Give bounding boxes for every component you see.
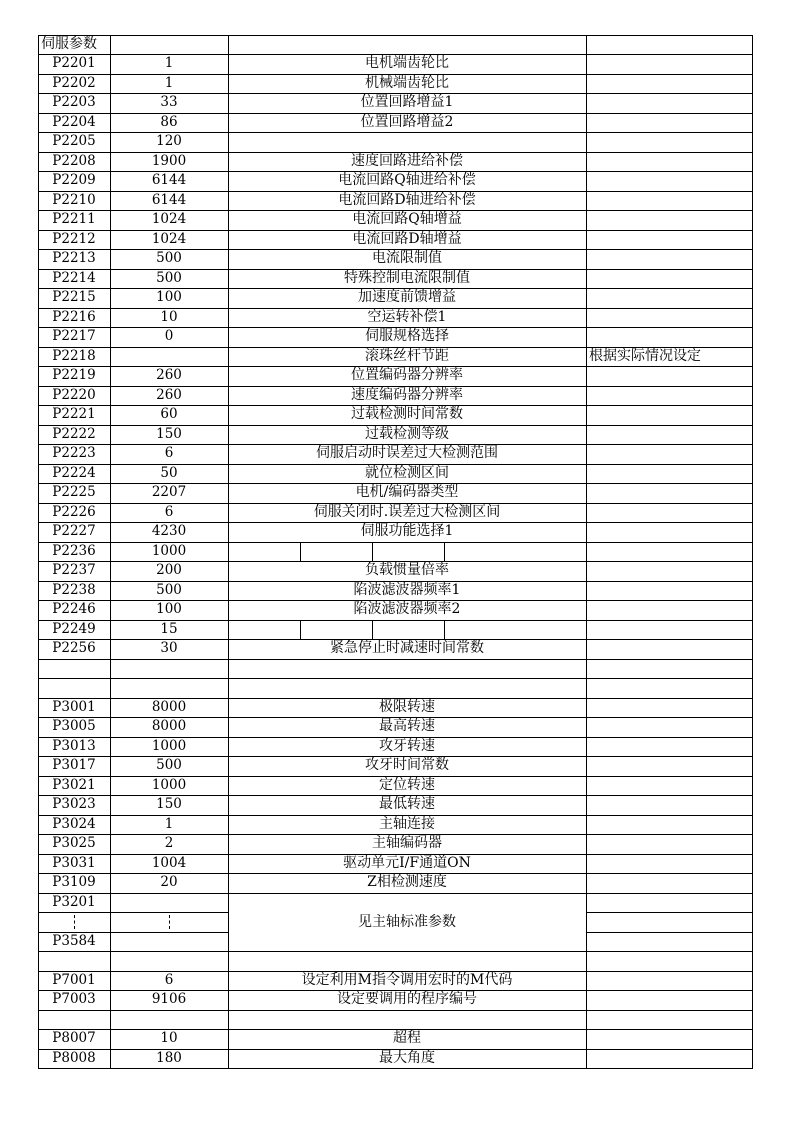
param-name (228, 1010, 586, 1030)
param-value: 10 (160, 308, 178, 325)
param-code: P2209 (52, 172, 96, 188)
param-value: 1000 (151, 542, 187, 559)
param-name: 紧急停止时减速时间常数 (330, 640, 484, 656)
param-name: 电流限制值 (372, 250, 442, 266)
param-name: 驱动单元I/F通道ON (343, 854, 471, 871)
param-code: P2256 (52, 640, 96, 656)
param-code: P2226 (52, 503, 96, 520)
param-value: 500 (156, 757, 182, 773)
param-name: 电机端齿轮比 (365, 55, 449, 71)
param-value: 8000 (151, 718, 187, 734)
param-name: 位置编码器分辨率 (351, 367, 463, 383)
param-name: 伺服功能选择1 (360, 523, 454, 539)
ellipsis-dash (169, 915, 170, 929)
grid-vline (110, 35, 111, 1069)
param-name: 定位转速 (379, 776, 435, 793)
param-value: 120 (156, 133, 182, 149)
param-value: 6 (164, 971, 174, 988)
param-name: 设定利用M指令调用宏时的M代码 (301, 971, 513, 988)
param-value: 8000 (151, 698, 187, 715)
param-code: P2220 (52, 386, 96, 403)
param-name (228, 132, 586, 152)
param-name: 设定要调用的程序编号 (337, 991, 477, 1007)
param-code: P2210 (52, 191, 96, 208)
param-value: 150 (156, 796, 182, 812)
param-code (38, 678, 110, 698)
param-value: 1900 (151, 152, 187, 169)
param-code: P2201 (52, 55, 96, 71)
param-code: P2222 (52, 425, 96, 442)
param-value: 2207 (151, 484, 187, 500)
param-code: P2223 (52, 445, 96, 461)
param-code: P2246 (52, 601, 96, 617)
param-code: P2219 (52, 367, 96, 383)
param-code: P2217 (52, 328, 96, 344)
param-value: 1000 (151, 737, 187, 754)
param-value: 100 (156, 289, 182, 305)
param-value: 1 (164, 74, 174, 91)
param-value: 10 (160, 1030, 178, 1046)
param-code: P2225 (52, 484, 96, 500)
param-name: 过载检测时间常数 (351, 406, 463, 422)
param-code: P3023 (52, 796, 96, 812)
param-name: 空运转补偿1 (367, 308, 447, 325)
param-code: P2218 (52, 347, 96, 364)
merged-spindle-note: 见主轴标准参数 (358, 913, 456, 930)
param-code: P2205 (52, 133, 96, 149)
param-value: 60 (160, 406, 178, 422)
parameter-sheet (38, 35, 752, 1069)
grid-vline (38, 35, 39, 1069)
param-value: 6144 (151, 172, 187, 188)
grid-vline (300, 620, 301, 641)
param-value: 200 (156, 562, 182, 578)
param-code: P2214 (52, 269, 96, 286)
param-code: P2213 (52, 250, 96, 266)
grid-vline (228, 35, 229, 1069)
param-value: 150 (156, 425, 182, 442)
grid-hline (38, 35, 753, 36)
param-value: 260 (156, 386, 182, 403)
param-value: 500 (156, 250, 182, 266)
grid-vline (372, 542, 373, 563)
param-name: 速度回路进给补偿 (351, 152, 463, 169)
param-value: 500 (156, 581, 182, 598)
param-value: 33 (160, 94, 178, 110)
param-code: P3201 (52, 893, 96, 910)
param-value: 1000 (151, 776, 187, 793)
param-name: 陷波滤波器频率2 (353, 601, 461, 617)
param-value: 1 (164, 815, 174, 832)
param-value (110, 951, 228, 971)
param-name (228, 542, 586, 562)
param-value: 6 (164, 445, 174, 461)
param-code (38, 1010, 110, 1030)
grid-vline (752, 35, 753, 1069)
param-code: P2203 (52, 94, 96, 110)
param-code: P3025 (52, 835, 96, 851)
param-name (228, 951, 586, 971)
param-code: P2212 (52, 230, 96, 247)
param-name: 电机/编码器类型 (355, 484, 459, 500)
param-name: 超程 (393, 1030, 421, 1046)
param-name: 电流回路Q轴增益 (352, 211, 462, 227)
param-name (228, 659, 586, 679)
param-name: 电流回路D轴增益 (352, 230, 462, 247)
param-name: 攻牙时间常数 (365, 757, 449, 773)
param-note: 根据实际情况设定 (589, 347, 701, 364)
param-value (110, 932, 228, 952)
param-value (110, 1010, 228, 1030)
param-name: 加速度前馈增益 (358, 289, 456, 305)
param-code: P2224 (52, 464, 96, 481)
param-value: 500 (156, 269, 182, 286)
ellipsis-dash (74, 915, 75, 929)
param-value (110, 659, 228, 679)
grid-hline (586, 932, 753, 933)
param-name: 特殊控制电流限制值 (344, 269, 470, 286)
grid-vline (444, 542, 445, 563)
param-code: P3017 (52, 757, 96, 773)
param-value: 1004 (151, 854, 187, 871)
param-value (110, 347, 228, 367)
param-value: 180 (156, 1049, 182, 1066)
param-name: 最低转速 (379, 796, 435, 812)
param-code: P2227 (52, 523, 96, 539)
param-value: 6144 (151, 191, 187, 208)
grid-hline (38, 1068, 753, 1069)
param-code: P2211 (52, 211, 96, 227)
param-value: 86 (160, 113, 178, 130)
param-name: 主轴编码器 (372, 835, 442, 851)
header-label: 伺服参数 (41, 36, 97, 52)
param-name: 陷波滤波器频率1 (353, 581, 461, 598)
param-code: P2238 (52, 581, 96, 598)
param-code: P3005 (52, 718, 96, 734)
param-value: 0 (164, 328, 174, 344)
param-code: P2204 (52, 113, 96, 130)
param-code (38, 951, 110, 971)
param-code: P8007 (52, 1030, 96, 1046)
param-value: 20 (160, 874, 178, 890)
param-name: 伺服规格选择 (365, 328, 449, 344)
param-code: P2215 (52, 289, 96, 305)
param-code: P7001 (52, 971, 96, 988)
param-value: 6 (164, 503, 174, 520)
grid-vline (372, 620, 373, 641)
param-code: P3024 (52, 815, 96, 832)
param-value: 1024 (151, 230, 187, 247)
param-name: 机械端齿轮比 (365, 74, 449, 91)
param-code: P3013 (52, 737, 96, 754)
grid-vline (586, 35, 587, 1069)
param-name: 滚珠丝杆节距 (365, 347, 449, 364)
param-name (228, 620, 586, 640)
param-value: 4230 (151, 523, 187, 539)
param-code: P3001 (52, 698, 96, 715)
param-code: P8008 (52, 1049, 96, 1066)
param-code (38, 659, 110, 679)
param-value: 1 (164, 55, 174, 71)
param-value: 1024 (151, 211, 187, 227)
param-value: 2 (164, 835, 174, 851)
param-name: 最大角度 (379, 1049, 435, 1066)
param-code: P2236 (52, 542, 96, 559)
param-value: 30 (160, 640, 178, 656)
param-name: 极限转速 (379, 698, 435, 715)
param-value: 260 (156, 367, 182, 383)
param-code: P3584 (52, 932, 96, 949)
param-value: 100 (156, 601, 182, 617)
param-name: 位置回路增益2 (360, 113, 454, 130)
param-code: P2237 (52, 562, 96, 578)
grid-vline (444, 620, 445, 641)
param-name: 最高转速 (379, 718, 435, 734)
param-name: 主轴连接 (379, 815, 435, 832)
param-name: 电流回路D轴进给补偿 (338, 191, 476, 208)
param-name: 伺服关闭时.误差过大检测区间 (313, 503, 501, 520)
param-code: P3021 (52, 776, 96, 793)
param-value: 15 (160, 620, 178, 637)
param-value (110, 893, 228, 913)
param-code: P3109 (52, 874, 96, 890)
param-name: 速度编码器分辨率 (351, 386, 463, 403)
grid-hline (586, 912, 753, 913)
param-code: P2249 (52, 620, 96, 637)
param-name (228, 678, 586, 698)
param-name: 负载惯量倍率 (365, 562, 449, 578)
param-code: P2216 (52, 308, 96, 325)
param-code: P2208 (52, 152, 96, 169)
param-name: 就位检测区间 (365, 464, 449, 481)
param-value (110, 678, 228, 698)
param-name: 攻牙转速 (379, 737, 435, 754)
param-value: 9106 (151, 991, 187, 1007)
grid-vline (300, 542, 301, 563)
param-name: 电流回路Q轴进给补偿 (338, 172, 476, 188)
param-code: P2202 (52, 74, 96, 91)
param-code: P7003 (52, 991, 96, 1007)
param-name: 过载检测等级 (365, 425, 449, 442)
param-name: 位置回路增益1 (360, 94, 454, 110)
param-value: 50 (160, 464, 178, 481)
param-code: P2221 (52, 406, 96, 422)
param-code: P3031 (52, 854, 96, 871)
param-name: 伺服启动时误差过大检测范围 (316, 445, 498, 461)
param-name: Z相检测速度 (367, 874, 447, 890)
